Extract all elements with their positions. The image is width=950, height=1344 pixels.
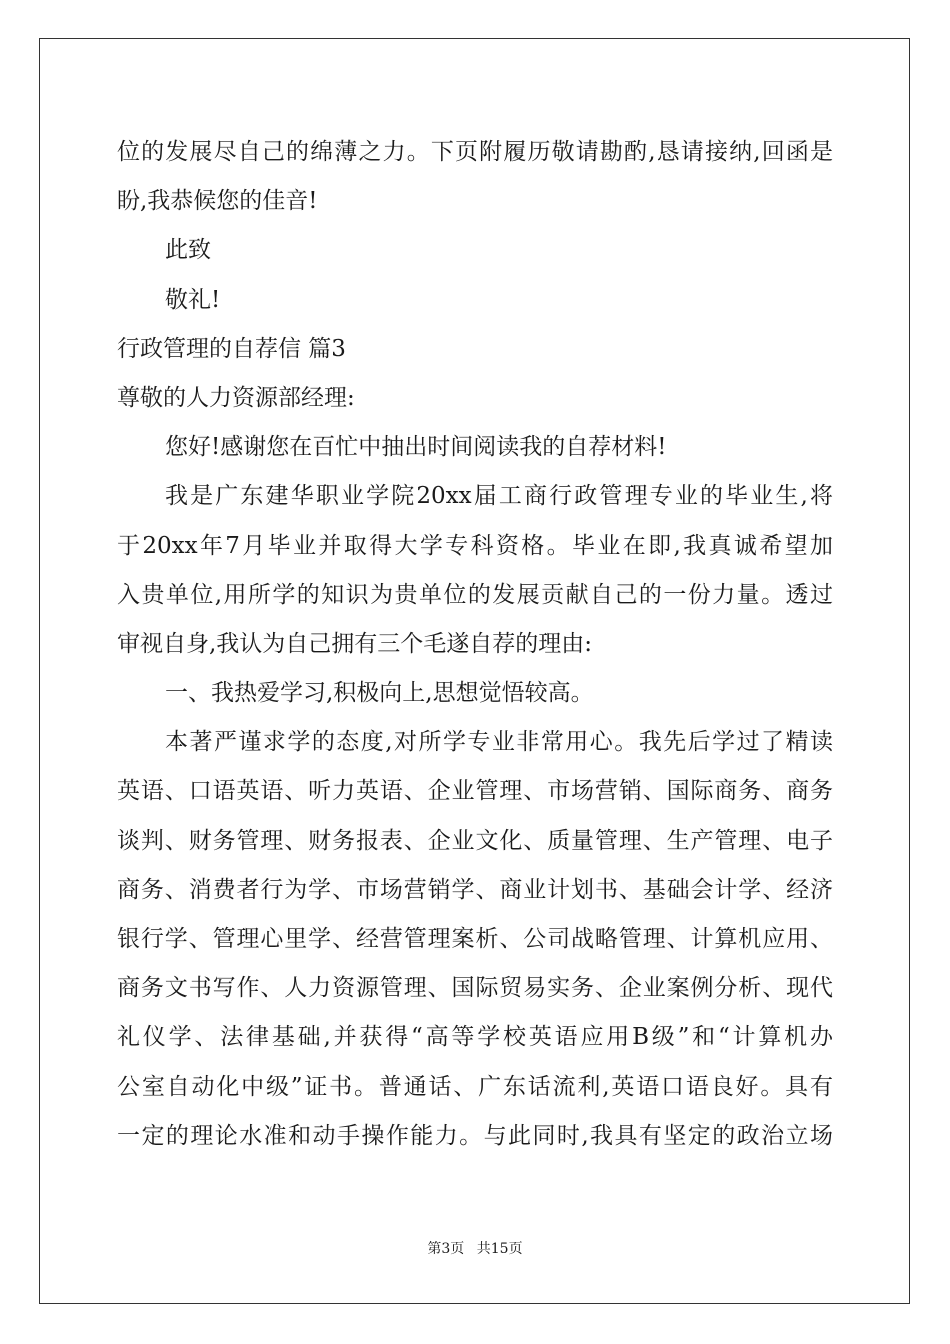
text-line: 您好!感谢您在百忙中抽出时间阅读我的自荐材料!: [165, 434, 667, 461]
text-line: 一定的理论水准和动手操作能力。与此同时,我具有坚定的政治立场: [117, 1122, 833, 1149]
section-heading: 行政管理的自荐信 篇3: [117, 335, 346, 362]
text-line: 于20xx年7月毕业并取得大学专科资格。毕业在即,我真诚希望加: [117, 532, 833, 559]
text-line: 我是广东建华职业学院20xx届工商行政管理专业的毕业生,将: [165, 483, 833, 510]
text-line: 银行学、管理心里学、经营管理案析、公司战略管理、计算机应用、: [117, 926, 833, 952]
text-line: 盼,我恭候您的佳音!: [117, 188, 318, 215]
text-line: 商务、消费者行为学、市场营销学、商业计划书、基础会计学、经济: [117, 876, 833, 903]
text-line: 位的发展尽自己的绵薄之力。下页附履历敬请勘酌,恳请接纳,回函是: [117, 139, 833, 165]
text-line: 审视自身,我认为自己拥有三个毛遂自荐的理由:: [117, 630, 593, 657]
document-body: [117, 128, 833, 1161]
page-total: 共15页: [476, 1241, 523, 1257]
text-line: 商务文书写作、人力资源管理、国际贸易实务、企业案例分析、现代: [117, 975, 833, 1002]
list-item-heading: 一、我热爱学习,积极向上,思想觉悟较高。: [165, 680, 594, 707]
text-line: 英语、口语英语、听力英语、企业管理、市场营销、国际商务、商务: [117, 778, 833, 805]
text-line: 本著严谨求学的态度,对所学专业非常用心。我先后学过了精读: [165, 729, 833, 756]
text-line: 入贵单位,用所学的知识为贵单位的发展贡献自己的一份力量。透过: [117, 581, 833, 608]
salutation-line: 此致: [165, 237, 211, 264]
text-line: 礼仪学、法律基础,并获得“高等学校英语应用B级”和“计算机办: [117, 1024, 833, 1051]
salutation-line: 敬礼!: [165, 286, 221, 313]
text-line: 公室自动化中级”证书。普通话、广东话流利,英语口语良好。具有: [117, 1073, 833, 1100]
page-number: 第3页: [427, 1241, 465, 1257]
text-line: 谈判、财务管理、财务报表、企业文化、质量管理、生产管理、电子: [117, 827, 833, 854]
page-footer: [0, 1238, 950, 1258]
greeting-line: 尊敬的人力资源部经理:: [117, 384, 355, 411]
